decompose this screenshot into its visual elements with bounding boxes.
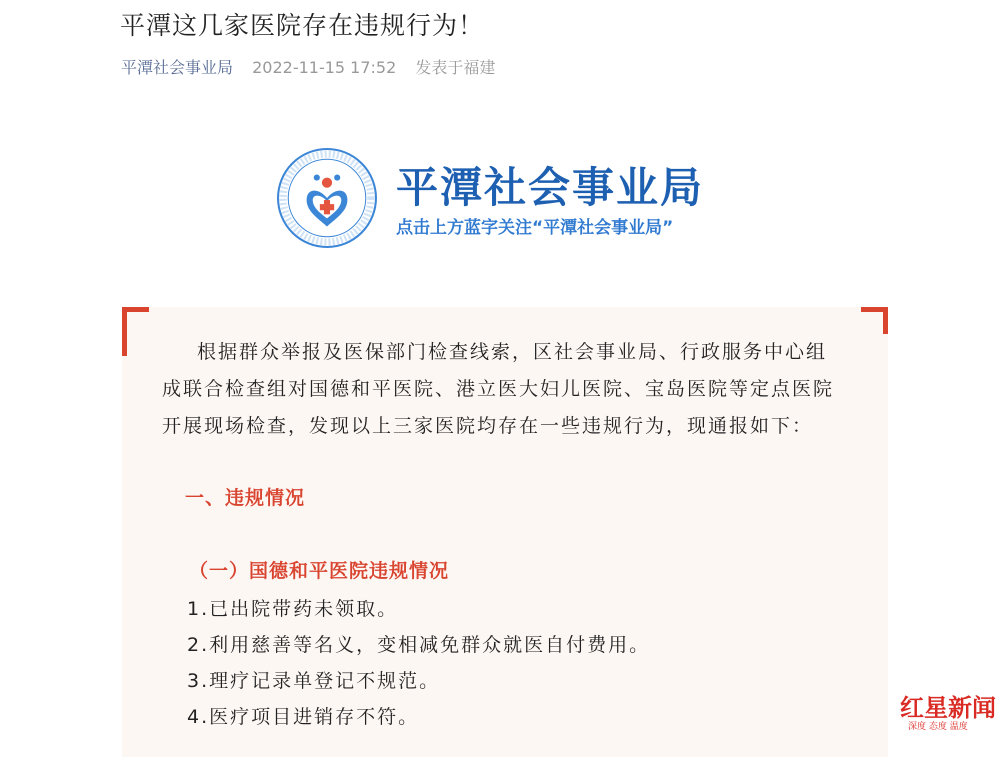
publish-location: 发表于福建 (415, 58, 496, 77)
section-heading: 一、违规情况 (185, 487, 306, 509)
card-corner-decoration (122, 307, 149, 356)
intro-line: 开展现场检查，发现以上三家医院均存在一些违规行为，现通报如下： (162, 415, 814, 437)
author-link[interactable]: 平潭社会事业局 (121, 58, 234, 77)
publish-time: 2022-11-15 17:52 (252, 58, 397, 77)
list-item: 4.医疗项目进销存不符。 (187, 706, 420, 728)
org-logo-icon (276, 147, 378, 249)
watermark-subtext: 深度 态度 温度 (908, 722, 968, 732)
list-item: 2.利用慈善等名义，变相减免群众就医自付费用。 (187, 634, 651, 656)
watermark (900, 688, 996, 734)
org-name: 平潭社会事业局 (396, 163, 705, 212)
watermark-text: 红星新闻 (900, 693, 996, 722)
follow-tagline: 点击上方蓝字关注“平潭社会事业局” (396, 218, 674, 238)
intro-line: 根据群众举报及医保部门检查线索，区社会事业局、行政服务中心组 (197, 341, 828, 363)
article-title: 平潭这几家医院存在违规行为！ (120, 11, 485, 40)
org-banner[interactable] (276, 147, 746, 247)
card-corner-decoration (861, 307, 888, 334)
article-content-card (122, 307, 888, 757)
list-item: 1.已出院带药未领取。 (187, 598, 399, 620)
intro-line: 成联合检查组对国德和平医院、港立医大妇儿医院、宝岛医院等定点医院 (162, 378, 835, 400)
list-item: 3.理疗记录单登记不规范。 (187, 670, 441, 692)
article-meta (121, 55, 495, 78)
subsection-heading: （一）国德和平医院违规情况 (189, 560, 450, 582)
